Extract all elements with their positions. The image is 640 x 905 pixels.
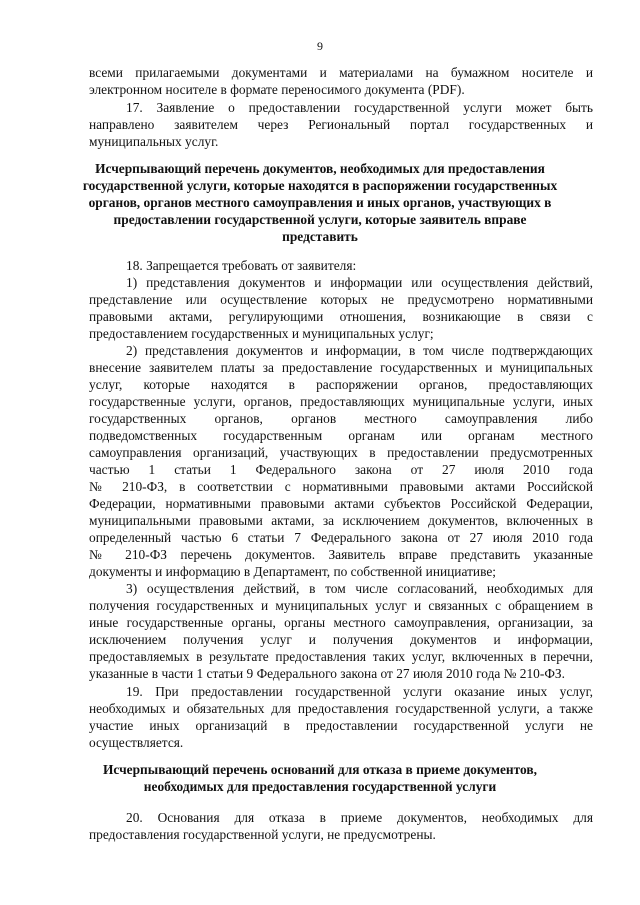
text-line: 1) представления документов и информации или осуществления действий, <box>126 275 593 290</box>
text-line: 3) осуществления действий, в том числе согласований, необходимых для <box>126 581 593 596</box>
text-line: внесение заявителем платы за предоставление государственных и муниципальных <box>89 360 593 375</box>
section-heading-line: государственной услуги, которые находятся в распоряжении государственных <box>82 178 558 193</box>
text-line: государственных органов, органов местного самоуправления либо <box>89 411 593 426</box>
text-line: 19. При предоставлении государственной услуги оказание иных услуг, <box>126 684 593 699</box>
text-line: услуг, которые находятся в распоряжении органов, предоставляющих <box>89 377 593 392</box>
text-line: указанные в части 1 статьи 9 Федерального закона от 27 июля 2010 года № 210-ФЗ. <box>89 666 565 681</box>
section-heading-line: представить <box>282 229 358 244</box>
text-line: иные государственные органы, органы местного самоуправления, организации, за <box>89 615 593 630</box>
text-line: муниципальными правовыми актами, за исключением документов, включенных в <box>89 513 593 528</box>
text-line: 20. Основания для отказа в приеме документов, необходимых для <box>126 810 593 825</box>
text-line: государственные услуги, органов, предоставляющих муниципальные услуги, иных <box>89 394 593 409</box>
text-line: электронном носителе в формате переносимого документа (PDF). <box>89 82 465 97</box>
page-number: 9 <box>317 39 323 53</box>
text-line: документы и информацию в Департамент, по собственной инициативе; <box>89 564 497 579</box>
text-line: 2) представления документов и информации, в том числе подтверждающих <box>126 343 593 358</box>
text-line: № 210-ФЗ перечень документов. Заявитель вправе представить указанные <box>89 547 593 562</box>
text-line: исключением получения услуг и получения документов и информации, <box>89 632 593 647</box>
text-line: предоставляемых в результате предоставления таких услуг, включенных в перечни, <box>89 649 593 664</box>
text-line: предоставления государственной услуги, не предусмотрены. <box>89 827 436 842</box>
section-heading-line: Исчерпывающий перечень документов, необходимых для предоставления <box>95 161 545 176</box>
section-heading-line: органов, органов местного самоуправления и иных органов, участвующих в <box>88 195 552 210</box>
text-line: самоуправления организаций, участвующих в предоставлении предусмотренных <box>89 445 593 460</box>
section-heading-line: необходимых для предоставления государственной услуги <box>143 779 497 794</box>
text-line: представление или осуществление которых не предусмотрено нормативными <box>89 292 593 307</box>
text-line: необходимых и обязательных для предоставления государственной услуги, а также <box>89 701 593 716</box>
text-line: 18. Запрещается требовать от заявителя: <box>126 258 357 273</box>
text-line: предоставлением государственных и муниципальных услуг; <box>89 326 434 341</box>
text-line: 17. Заявление о предоставлении государственной услуги может быть <box>126 100 593 115</box>
section-heading-line: предоставлении государственной услуги, которые заявитель вправе <box>113 212 527 227</box>
section-heading-line: Исчерпывающий перечень оснований для отказа в приеме документов, <box>103 762 537 777</box>
text-line: правовыми актами, регулирующими отношения, возникающие в связи с <box>89 309 593 324</box>
text-line: получения государственных и муниципальных услуг и связанных с обращением в <box>89 598 593 613</box>
text-line: направлено заявителем через Региональный портал государственных и <box>89 117 593 132</box>
text-line: подведомственных государственным органам или органам местного <box>89 428 593 443</box>
text-line: участие иных организаций в предоставлении государственной услуги не <box>89 718 593 733</box>
text-line: всеми прилагаемыми документами и материалами на бумажном носителе и <box>89 65 593 80</box>
text-line: № 210-ФЗ, в соответствии с нормативными правовыми актами Российской <box>89 479 593 494</box>
text-line: Федерации, нормативными правовыми актами субъектов Российской Федерации, <box>89 496 593 511</box>
text-line: частью 1 статьи 1 Федерального закона от 27 июля 2010 года <box>89 462 593 477</box>
text-line: муниципальных услуг. <box>89 134 219 149</box>
text-line: определенный частью 6 статьи 7 Федерального закона от 27 июля 2010 года <box>89 530 593 545</box>
text-line: осуществляется. <box>89 735 184 750</box>
